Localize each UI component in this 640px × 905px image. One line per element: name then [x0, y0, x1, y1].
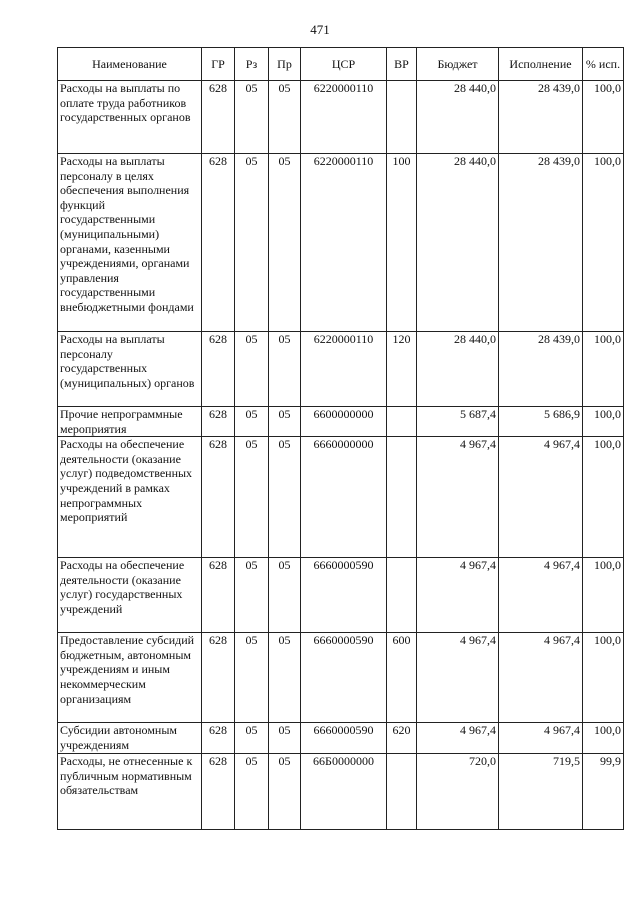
row-name: Предоставление субсидий бюджетным, автономным учреждениям и иным некоммерческим организациям	[58, 633, 202, 723]
row-csr: 6600000000	[301, 407, 387, 437]
row-csr: 6220000110	[301, 81, 387, 154]
header-pr: Пр	[269, 48, 301, 81]
row-budget: 5 687,4	[417, 407, 499, 437]
row-execution: 4 967,4	[499, 437, 583, 558]
row-budget: 4 967,4	[417, 558, 499, 633]
row-vr	[387, 437, 417, 558]
row-vr: 120	[387, 332, 417, 407]
row-pr: 05	[269, 723, 301, 754]
row-pr: 05	[269, 81, 301, 154]
row-pr: 05	[269, 437, 301, 558]
table-row	[58, 633, 624, 723]
row-rz: 05	[235, 437, 269, 558]
row-csr: 66Б0000000	[301, 754, 387, 830]
row-pr: 05	[269, 154, 301, 332]
row-vr	[387, 754, 417, 830]
row-rz: 05	[235, 407, 269, 437]
row-percent: 100,0	[583, 633, 624, 723]
row-percent: 100,0	[583, 154, 624, 332]
header-percent: % исп.	[583, 48, 624, 81]
row-gr: 628	[202, 437, 235, 558]
table-row	[58, 332, 624, 407]
row-execution: 719,5	[499, 754, 583, 830]
row-rz: 05	[235, 558, 269, 633]
row-csr: 6660000000	[301, 437, 387, 558]
page-number: 471	[310, 22, 330, 37]
row-csr: 6660000590	[301, 633, 387, 723]
row-pr: 05	[269, 558, 301, 633]
header-gr: ГР	[202, 48, 235, 81]
row-execution: 5 686,9	[499, 407, 583, 437]
row-percent: 100,0	[583, 558, 624, 633]
row-percent: 99,9	[583, 754, 624, 830]
row-gr: 628	[202, 407, 235, 437]
row-budget: 4 967,4	[417, 437, 499, 558]
table-row	[58, 558, 624, 633]
row-pr: 05	[269, 332, 301, 407]
header-csr: ЦСР	[301, 48, 387, 81]
row-name: Расходы на обеспечение деятельности (оказание услуг) государственных учреждений	[58, 558, 202, 633]
row-rz: 05	[235, 154, 269, 332]
row-vr	[387, 407, 417, 437]
row-name: Расходы на выплаты персоналу государственных (муниципальных) органов	[58, 332, 202, 407]
row-gr: 628	[202, 633, 235, 723]
row-name: Расходы на выплаты по оплате труда работников государственных органов	[58, 81, 202, 154]
table-row	[58, 81, 624, 154]
row-budget: 28 440,0	[417, 154, 499, 332]
row-gr: 628	[202, 81, 235, 154]
row-vr: 620	[387, 723, 417, 754]
row-vr: 100	[387, 154, 417, 332]
row-csr: 6220000110	[301, 154, 387, 332]
row-execution: 4 967,4	[499, 633, 583, 723]
table-row	[58, 723, 624, 754]
row-name: Субсидии автономным учреждениям	[58, 723, 202, 754]
row-gr: 628	[202, 154, 235, 332]
header-vr: ВР	[387, 48, 417, 81]
row-percent: 100,0	[583, 723, 624, 754]
header-budget: Бюджет	[417, 48, 499, 81]
header-rz: Рз	[235, 48, 269, 81]
row-csr: 6660000590	[301, 558, 387, 633]
row-budget: 720,0	[417, 754, 499, 830]
row-vr: 600	[387, 633, 417, 723]
row-rz: 05	[235, 754, 269, 830]
row-name: Расходы на выплаты персоналу в целях обеспечения выполнения функций государственными (муниципальными) органами, казенными учреждениями, органами управления государственными внебюджетными фондами	[58, 154, 202, 332]
row-pr: 05	[269, 407, 301, 437]
header-row	[58, 48, 624, 81]
row-execution: 28 439,0	[499, 154, 583, 332]
table-row	[58, 437, 624, 558]
row-execution: 28 439,0	[499, 332, 583, 407]
row-csr: 6220000110	[301, 332, 387, 407]
row-gr: 628	[202, 754, 235, 830]
row-execution: 4 967,4	[499, 558, 583, 633]
row-percent: 100,0	[583, 407, 624, 437]
row-rz: 05	[235, 633, 269, 723]
row-vr	[387, 558, 417, 633]
row-rz: 05	[235, 332, 269, 407]
row-gr: 628	[202, 332, 235, 407]
row-budget: 4 967,4	[417, 633, 499, 723]
row-execution: 28 439,0	[499, 81, 583, 154]
row-pr: 05	[269, 633, 301, 723]
row-percent: 100,0	[583, 437, 624, 558]
header-execution: Исполнение	[499, 48, 583, 81]
row-budget: 28 440,0	[417, 332, 499, 407]
row-percent: 100,0	[583, 81, 624, 154]
row-budget: 4 967,4	[417, 723, 499, 754]
table-row	[58, 154, 624, 332]
row-name: Расходы, не отнесенные к публичным нормативным обязательствам	[58, 754, 202, 830]
row-gr: 628	[202, 723, 235, 754]
row-execution: 4 967,4	[499, 723, 583, 754]
header-name: Наименование	[58, 48, 202, 81]
table-row	[58, 754, 624, 830]
row-name: Расходы на обеспечение деятельности (оказание услуг) подведомственных учреждений в рамках непрограммных мероприятий	[58, 437, 202, 558]
row-vr	[387, 81, 417, 154]
row-percent: 100,0	[583, 332, 624, 407]
row-gr: 628	[202, 558, 235, 633]
row-csr: 6660000590	[301, 723, 387, 754]
budget-table	[57, 47, 624, 830]
row-pr: 05	[269, 754, 301, 830]
table-row	[58, 407, 624, 437]
row-name: Прочие непрограммные мероприятия	[58, 407, 202, 437]
row-rz: 05	[235, 723, 269, 754]
row-budget: 28 440,0	[417, 81, 499, 154]
row-rz: 05	[235, 81, 269, 154]
